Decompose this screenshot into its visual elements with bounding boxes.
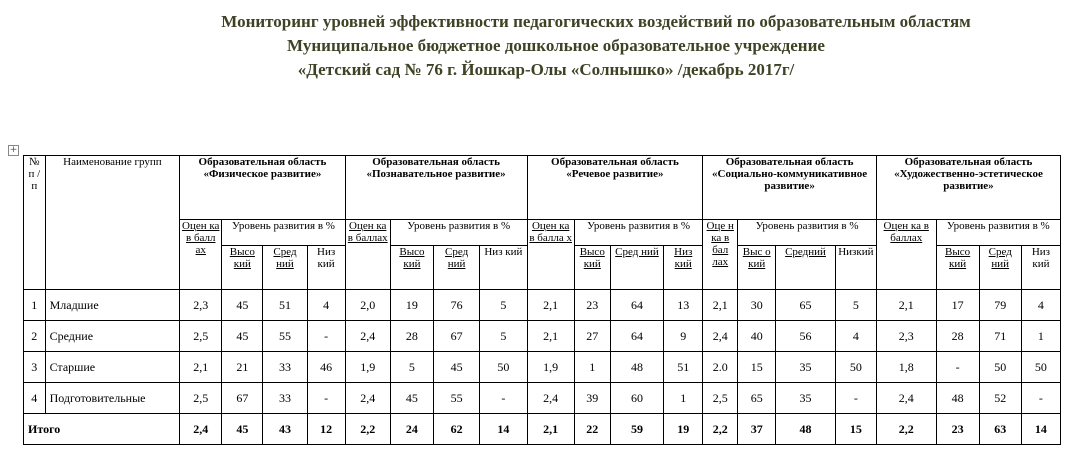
row-num: 4	[24, 383, 46, 414]
cell: 4	[307, 290, 345, 321]
row-group-name: Средние	[45, 321, 180, 352]
row-group-name: Подготовительные	[45, 383, 180, 414]
cell: 1	[1021, 321, 1060, 352]
cell: 17	[936, 290, 979, 321]
cell: 28	[390, 321, 433, 352]
cell: 45	[434, 352, 480, 383]
header-low-2: Низ кий	[480, 246, 527, 290]
total-cell: 43	[263, 414, 307, 445]
cell: 33	[263, 352, 307, 383]
total-cell: 15	[835, 414, 876, 445]
cell: 1	[664, 383, 703, 414]
header-high-1: Высо кий	[222, 246, 263, 290]
header-area-speech: Образовательная область «Речевое развитие»	[527, 156, 703, 220]
header-level-2: Уровень развития в %	[390, 220, 527, 246]
cell: 2,1	[703, 290, 738, 321]
cell: 55	[263, 321, 307, 352]
cell: 4	[1021, 290, 1060, 321]
cell: 2.0	[703, 352, 738, 383]
table-row	[24, 290, 1061, 321]
cell: 1,8	[876, 352, 936, 383]
cell: 2,3	[180, 290, 222, 321]
total-cell: 2,2	[703, 414, 738, 445]
header-high-4: Выс о кий	[738, 246, 776, 290]
cell: 2,4	[345, 383, 390, 414]
header-low-5: Низ кий	[1021, 246, 1060, 290]
cell: 30	[738, 290, 776, 321]
row-num: 1	[24, 290, 46, 321]
header-score-5: Оцен ка в баллах	[876, 220, 936, 290]
cell: -	[480, 383, 527, 414]
cell: 2,5	[703, 383, 738, 414]
total-cell: 23	[936, 414, 979, 445]
total-label: Итого	[24, 414, 180, 445]
cell: 9	[664, 321, 703, 352]
cell: 50	[979, 352, 1021, 383]
header-row-level	[24, 220, 1061, 246]
cell: 27	[574, 321, 610, 352]
cell: 23	[574, 290, 610, 321]
cell: 79	[979, 290, 1021, 321]
cell: 2,3	[876, 321, 936, 352]
row-group-name: Младшие	[45, 290, 180, 321]
cell: 1	[574, 352, 610, 383]
cell: 2,4	[345, 321, 390, 352]
cell: 2,5	[180, 383, 222, 414]
cell: 50	[1021, 352, 1060, 383]
total-cell: 2,1	[527, 414, 574, 445]
header-score-4: Оце н ка в бал лах	[703, 220, 738, 290]
cell: -	[1021, 383, 1060, 414]
cell: 2,1	[527, 290, 574, 321]
cell: 64	[610, 290, 663, 321]
table-row	[24, 352, 1061, 383]
cell: 67	[434, 321, 480, 352]
cell: 2,4	[527, 383, 574, 414]
header-high-5: Высо кий	[936, 246, 979, 290]
header-mid-2: Сред ний	[434, 246, 480, 290]
cell: 45	[390, 383, 433, 414]
cell: 2,4	[703, 321, 738, 352]
cell: 67	[222, 383, 263, 414]
table-row	[24, 321, 1061, 352]
cell: 5	[480, 290, 527, 321]
total-cell: 14	[480, 414, 527, 445]
cell: 5	[480, 321, 527, 352]
header-score-2: Оцен ка в баллах	[345, 220, 390, 290]
cell: 71	[979, 321, 1021, 352]
cell: 35	[776, 352, 836, 383]
cell: 48	[610, 352, 663, 383]
cell: 2,0	[345, 290, 390, 321]
table-move-handle-icon[interactable]: +	[9, 145, 18, 155]
cell: 28	[936, 321, 979, 352]
header-low-3: Низ кий	[664, 246, 703, 290]
header-group: Наименование групп	[45, 156, 180, 290]
cell: 35	[776, 383, 836, 414]
total-cell: 19	[664, 414, 703, 445]
total-cell: 63	[979, 414, 1021, 445]
cell: 2,1	[527, 321, 574, 352]
cell: 1,9	[345, 352, 390, 383]
header-row-areas	[24, 156, 1061, 220]
cell: 15	[738, 352, 776, 383]
cell: 60	[610, 383, 663, 414]
cell: 65	[776, 290, 836, 321]
cell: 64	[610, 321, 663, 352]
cell: 21	[222, 352, 263, 383]
monitoring-table	[23, 155, 1061, 445]
total-cell: 14	[1021, 414, 1060, 445]
total-cell: 22	[574, 414, 610, 445]
row-num: 2	[24, 321, 46, 352]
cell: 33	[263, 383, 307, 414]
header-level-4: Уровень развития в %	[738, 220, 877, 246]
cell: 76	[434, 290, 480, 321]
row-num: 3	[24, 352, 46, 383]
document-title	[0, 10, 1082, 82]
total-cell: 48	[776, 414, 836, 445]
cell: 5	[390, 352, 433, 383]
cell: 48	[936, 383, 979, 414]
cell: 52	[979, 383, 1021, 414]
cell: 50	[835, 352, 876, 383]
header-mid-1: Сред ний	[263, 246, 307, 290]
cell: 13	[664, 290, 703, 321]
header-level-3: Уровень развития в %	[574, 220, 702, 246]
title-line-3: «Детский сад № 76 г. Йошкар-Олы «Солнышко» /декабрь 2017г/	[297, 60, 795, 79]
cell: 51	[664, 352, 703, 383]
total-cell: 62	[434, 414, 480, 445]
header-low-4: Низкий	[835, 246, 876, 290]
cell: 50	[480, 352, 527, 383]
total-cell: 37	[738, 414, 776, 445]
header-high-3: Высо кий	[574, 246, 610, 290]
cell: -	[835, 383, 876, 414]
cell: -	[307, 321, 345, 352]
cell: 55	[434, 383, 480, 414]
header-area-physical: Образовательная область «Физическое развитие»	[180, 156, 345, 220]
total-cell: 12	[307, 414, 345, 445]
header-high-2: Высо кий	[390, 246, 433, 290]
total-row	[24, 414, 1061, 445]
cell: 65	[738, 383, 776, 414]
cell: 2,1	[876, 290, 936, 321]
total-cell: 45	[222, 414, 263, 445]
header-level-5: Уровень развития в %	[936, 220, 1060, 246]
cell: -	[307, 383, 345, 414]
cell: 2,4	[876, 383, 936, 414]
row-group-name: Старшие	[45, 352, 180, 383]
header-area-artistic: Образовательная область «Художественно-эстетическое развитие»	[876, 156, 1060, 220]
total-cell: 59	[610, 414, 663, 445]
header-mid-3: Сред ний	[610, 246, 663, 290]
cell: -	[936, 352, 979, 383]
cell: 4	[835, 321, 876, 352]
cell: 2,5	[180, 321, 222, 352]
table-row	[24, 383, 1061, 414]
cell: 40	[738, 321, 776, 352]
header-score-3: Оцен ка в балла х	[527, 220, 574, 290]
total-cell: 2,4	[180, 414, 222, 445]
cell: 2,1	[180, 352, 222, 383]
cell: 39	[574, 383, 610, 414]
header-mid-5: Сред ний	[979, 246, 1021, 290]
title-line-2: Муниципальное бюджетное дошкольное образовательное учреждение	[287, 36, 825, 55]
total-cell: 2,2	[876, 414, 936, 445]
cell: 5	[835, 290, 876, 321]
cell: 46	[307, 352, 345, 383]
header-area-social: Образовательная область «Социально-коммуникативное развитие»	[703, 156, 877, 220]
cell: 51	[263, 290, 307, 321]
total-cell: 24	[390, 414, 433, 445]
cell: 1,9	[527, 352, 574, 383]
cell: 45	[222, 321, 263, 352]
header-area-cognitive: Образовательная область «Познавательное развитие»	[345, 156, 527, 220]
cell: 56	[776, 321, 836, 352]
header-num: № п / п	[24, 156, 46, 290]
header-mid-4: Средний	[776, 246, 836, 290]
cell: 19	[390, 290, 433, 321]
header-level-1: Уровень развития в %	[222, 220, 345, 246]
title-line-1: Мониторинг уровней эффективности педагогических воздействий по образовательным областям	[221, 12, 971, 31]
cell: 45	[222, 290, 263, 321]
header-low-1: Низ кий	[307, 246, 345, 290]
total-cell: 2,2	[345, 414, 390, 445]
header-score-1: Оцен ка в балл ах	[180, 220, 222, 290]
